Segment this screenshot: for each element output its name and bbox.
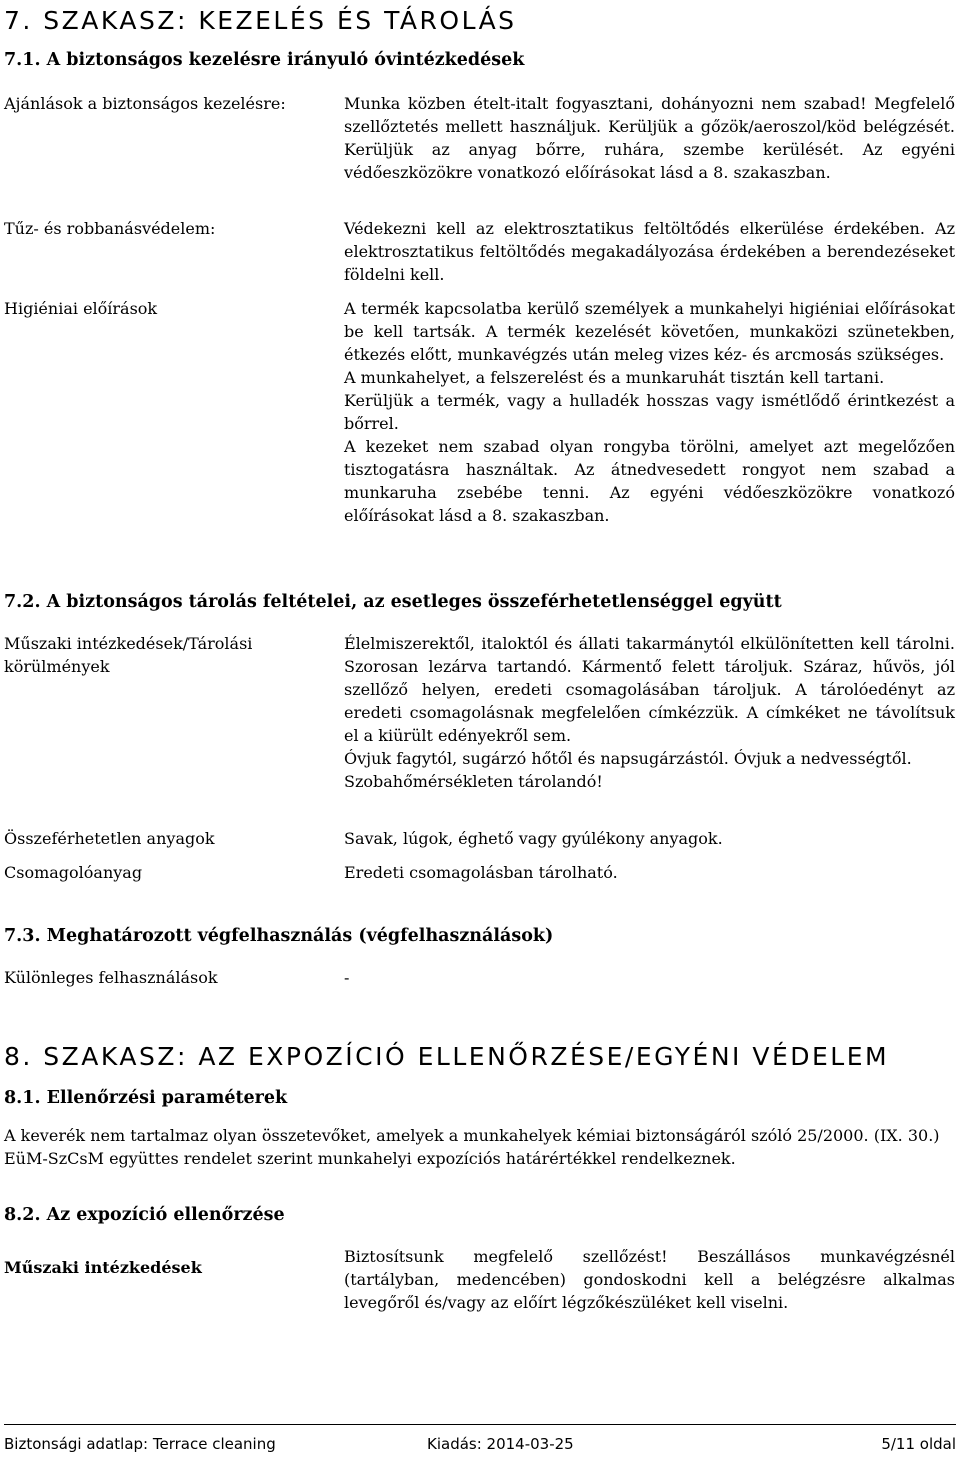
paragraph: Óvjuk fagytól, sugárzó hőtől és napsugárzástól. Óvjuk a nedvességtől. <box>344 749 912 768</box>
hygiene-label: Higiéniai előírások <box>4 299 158 318</box>
fire-protection-label: Tűz- és robbanásvédelem: <box>4 219 216 238</box>
paragraph: A keverék nem tartalmaz olyan összetevőket, amelyek a munkahelyek kémiai biztonságáról szóló 25/2000. (IX. 30.) EüM-SzCsM együttes rendelet szerint munkahelyi expozíciós határértékkel rendelkeznek. <box>4 1126 940 1168</box>
section-7-title: 7. SZAKASZ: KEZELÉS ÉS TÁROLÁS <box>4 6 517 35</box>
incompatible-materials-label: Összeférhetetlen anyagok <box>4 829 215 848</box>
footer-divider <box>4 1424 956 1425</box>
incompatible-materials-text <box>344 827 955 850</box>
subsection-7-3-title: 7.3. Meghatározott végfelhasználás (végfelhasználások) <box>4 926 554 946</box>
handling-recommendations-label: Ajánlások a biztonságos kezelésre: <box>4 94 286 113</box>
handling-recommendations-text <box>344 92 955 184</box>
paragraph: A kezeket nem szabad olyan rongyba törölni, amelyet azt megelőzően tisztogatásra használtak. Az átnedvesedett rongyot nem szabad a munkaruha zsebébe tenni. Az egyéni védőeszközökre vonatkozó előírásokat lásd a 8. szakaszban. <box>344 437 955 525</box>
footer-document-name: Biztonsági adatlap: Terrace cleaning <box>4 1435 276 1453</box>
specific-uses-label: Különleges felhasználások <box>4 968 218 987</box>
footer-page-number: 5/11 oldal <box>881 1435 956 1453</box>
engineering-controls-label: Műszaki intézkedések <box>4 1258 202 1277</box>
specific-uses-text <box>344 966 955 989</box>
storage-conditions-text <box>344 632 955 793</box>
paragraph: Élelmiszerektől, italoktól és állati takarmánytól elkülönítetten kell tárolni. Szorosan lezárva tartandó. Kármentő felett tároljuk. Száraz, hűvös, jól szellőző helyen, eredeti csomagolásában tároljuk. A tárolóedényt az eredeti csomagolásnak megfelelően címkézzük. A címkéket ne távolítsuk el a kiürült edényekről sem. <box>344 634 955 745</box>
paragraph: Kerüljük a termék, vagy a hulladék hosszas vagy ismétlődő érintkezést a bőrrel. <box>344 391 955 433</box>
paragraph: A munkahelyet, a felszerelést és a munkaruhát tisztán kell tartani. <box>344 368 885 387</box>
paragraph: Biztosítsunk megfelelő szellőzést! Beszállásos munkavégzésnél (tartályban, medencében) gondoskodni kell a belégzésre alkalmas levegőről és/vagy az előírt légzőkészüléket kell viselni. <box>344 1247 955 1312</box>
hygiene-text <box>344 297 955 527</box>
subsection-7-2-title: 7.2. A biztonságos tárolás feltételei, az esetleges összeférhetetlenséggel együtt <box>4 592 782 612</box>
paragraph: Savak, lúgok, éghető vagy gyúlékony anyagok. <box>344 829 723 848</box>
paragraph: Eredeti csomagolásban tárolható. <box>344 863 618 882</box>
storage-conditions-label: Műszaki intézkedések/Tárolási körülmények <box>4 634 253 676</box>
paragraph: A termék kapcsolatba kerülő személyek a munkahelyi higiéniai előírásokat be kell tartsák. A termék kezelését követően, munkaközi szünetekben, étkezés előtt, munkavégzés után meleg vizes kéz- és arcmosás szükséges. <box>344 299 955 364</box>
section-8-title: 8. SZAKASZ: AZ EXPOZÍCIÓ ELLENŐRZÉSE/EGYÉNI VÉDELEM <box>4 1042 890 1071</box>
paragraph: Munka közben ételt-italt fogyasztani, dohányozni nem szabad! Megfelelő szellőztetés mellett használjuk. Kerüljük a gőzök/aeroszol/köd belégzését. Kerüljük az anyag bőrre, ruhára, szembe kerülését. Az egyéni védőeszközökre vonatkozó előírásokat lásd a 8. szakaszban. <box>344 94 955 182</box>
packaging-label: Csomagolóanyag <box>4 863 143 882</box>
footer-issue-date: Kiadás: 2014-03-25 <box>427 1435 574 1453</box>
subsection-8-1-title: 8.1. Ellenőrzési paraméterek <box>4 1088 288 1108</box>
subsection-7-1-title: 7.1. A biztonságos kezelésre irányuló óvintézkedések <box>4 50 525 70</box>
paragraph: Védekezni kell az elektrosztatikus feltöltődés elkerülése érdekében. Az elektrosztatikus feltöltődés megakadályozása érdekében a berendezéseket földelni kell. <box>344 219 955 284</box>
paragraph: Szobahőmérsékleten tárolandó! <box>344 772 603 791</box>
subsection-8-2-title: 8.2. Az expozíció ellenőrzése <box>4 1205 285 1225</box>
fire-protection-text <box>344 217 955 286</box>
engineering-controls-text <box>344 1245 955 1314</box>
paragraph: - <box>344 968 350 987</box>
control-parameters-text <box>4 1124 954 1170</box>
packaging-text <box>344 861 955 884</box>
